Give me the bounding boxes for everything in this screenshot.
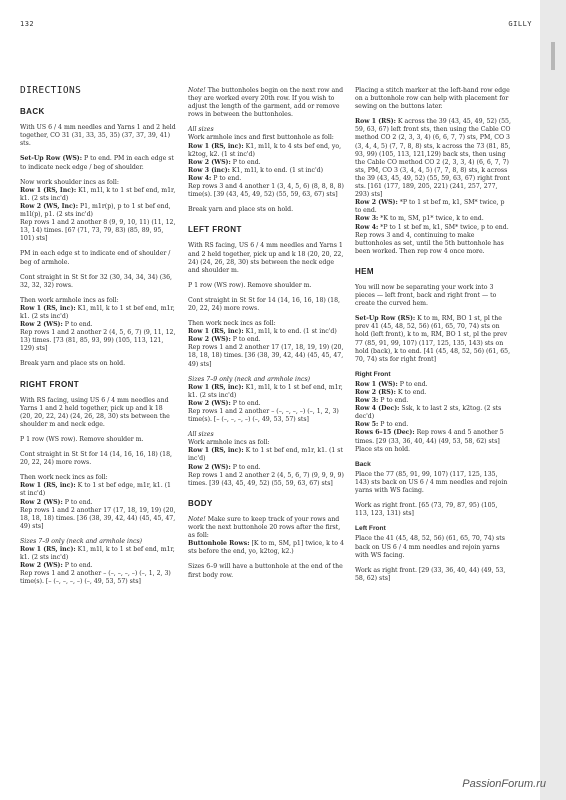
hem-lf-work: Work as right front. [29 (33, 36, 40, 44) (49, 53, 58, 62) sts] <box>355 566 506 582</box>
back-cont-straight: Cont straight in St St for 32 (30, 34, 34, 34) (36, 32, 32, 32) rows. <box>20 273 173 289</box>
lf-p1-row: P 1 row (WS row). Remove shoulder m. <box>188 281 312 289</box>
back-cast-on: With US 6 / 4 mm needles and Yarns 1 and 2 held together, CO 31 (31, 33, 35, 35) (37, 37, 39, 41) sts. <box>20 124 176 148</box>
subheading-left-front: Left Front <box>355 525 386 533</box>
buttonhole-note: Note! The buttonholes begin on the next row and they are worked every 20th row. If you wish to adjust the length of the garment, add or remove rows in between the buttonholes. <box>188 87 344 119</box>
body-rows: Row 1 (RS): K across the 39 (43, 45, 49, 52) (55, 59, 63, 67) left front sts, then using the Cable CO method CO 2 (2, 3, 3, 4) (6, 6, 7, 7) sts, PM, CO 3 (3, 4, 4, 5) (7, 7, 8, 8) sts, k across the 73 (81, 85, 93, 99) (105, 113, 121,129) back sts, then using the Cable CO method CO 2 (2, 3, 3, 4) (6, 6, 7, 7) sts, PM, CO 3 (3, 4, 4, 5) (7, 7, 8, 8) sts, k across the 39 (43, 45, 49, 52) (55, 59, 63, 67) right front sts. [161 (177, 189, 205, 221) (241, 257, 277, 293) sts] Row 2 (WS): *P to 1 st bef m, k1, SM* twice, p to end. Row 3: *K to m, SM, p1* twice, k to end. Row 4: *P to 1 st bef m, k1, SM* twice, p to end. Rep rows 3 and 4, continuing to make buttonholes as set, until the 5th buttonhole has been worked. Then rep row 4 once more. <box>355 118 511 255</box>
page-edge-strip <box>540 0 566 800</box>
hem-right-front-rows: Row 1 (WS): P to end. Row 2 (RS): K to end. Row 3: P to end. Row 4 (Dec): Ssk, k to last 2 sts, k2tog. (2 sts dec'd) Row 5: P to end. Rows 6–15 (Dec): Rep rows 4 and 5 another 5 times. [29 (33, 36, 40, 44) (49, 53, 58, 62) sts] Place sts on hold. <box>355 380 504 453</box>
running-title: GILLY <box>508 20 532 28</box>
rf-cont-straight: Cont straight in St St for 14 (14, 16, 16, 18) (18, 20, 22, 24) more rows. <box>20 451 173 467</box>
back-shoulder-incs: Now work shoulder incs as foll: Row 1 (RS, Inc): K1, m1l, k to 1 st bef end, m1r, k1. (2 sts inc'd) Row 2 (WS, Inc): P1, m1r(p), p to 1 st bef end, m1l(p), p1. (2 sts inc'd) Rep rows 1 and 2 another 8 (9, 9, 10, 11) (11, 12, 13, 14) times. [67 (71, 73, 79, 83) (85, 89, 95, 101) sts] <box>20 178 176 243</box>
subheading-back: Back <box>355 460 371 468</box>
heading-left-front: LEFT FRONT <box>188 225 242 235</box>
hem-intro: You will now be separating your work into 3 pieces — left front, back and right front — to create the curved hem. <box>355 283 497 308</box>
rf-break-yarn: Break yarn and place sts on hold. <box>188 206 294 214</box>
rf-all-sizes: All sizes Work armhole incs and first buttonhole as foll: Row 1 (RS, inc): K1, m1l, k to 4 sts bef end, yo, k2tog, k2. (1 st inc'd) Row 2 (WS): P to end. Row 3 (inc): K1, m1l, k to end. (1 st inc'd) Row 4: P to end. Rep rows 3 and 4 another 1 (3, 4, 5, 6) (8, 8, 8, 8) time(s). [39 (43, 45, 49, 52) (55, 59, 63, 67) sts] <box>188 126 344 199</box>
rf-sizes-7-9: Sizes 7–9 only (neck and armhole incs) Row 1 (RS, inc): K1, m1l, k to 1 st bef end, m1r, k1. (2 sts inc'd) Row 2 (WS): P to end. Rep rows 1 and 2 another – (–, –, –, –) (–, 1, 2, 3) time(s). [– (–, –, –, –) (–, 49, 53, 57) sts] <box>20 537 175 586</box>
back-setup-row: Set-Up Row (WS): P to end. PM in each edge st to indicate neck edge / beg of shoulder. <box>20 155 174 171</box>
section-title-directions: DIRECTIONS <box>20 85 82 96</box>
page-number: 132 <box>20 20 35 28</box>
rf-pick-up: With RS facing, using US 6 / 4 mm needles and Yarns 1 and 2 held together, pick up and k 18 (20, 20, 22, 24) (24, 26, 28, 30) sts between the shoulder m and neck edge. <box>20 396 170 428</box>
subheading-right-front: Right Front <box>355 370 391 378</box>
hem-back-work: Work as right front. [65 (73, 79, 87, 95) (105, 113, 123, 131) sts] <box>355 502 498 518</box>
heading-hem: HEM <box>355 266 374 276</box>
body-note: Note! Make sure to keep track of your rows and work the next buttonhole 20 rows after the first, as foll: Buttonhole Rows: [K to m, SM, p1] twice, k to 4 sts before the end, yo, k2tog, k2.) <box>188 515 344 556</box>
back-pm-armhole: PM in each edge st to indicate end of shoulder / beg of armhole. <box>20 250 171 266</box>
column-3 <box>355 87 511 590</box>
heading-right-front: RIGHT FRONT <box>20 379 80 389</box>
lf-neck-incs: Then work neck incs as foll: Row 1 (RS, inc): K1, m1l, k to end. (1 st inc'd) Row 2 (WS): P to end. Rep rows 1 and 2 another 17 (17, 18, 19, 19) (20, 18, 18, 18) times. [36 (38, 39, 42, 44) (45, 45, 47, 49) sts] <box>188 320 344 368</box>
lf-pick-up: With RS facing, US 6 / 4 mm needles and Yarns 1 and 2 held together, pick up and k 18 (20, 20, 22, 24) (24, 26, 28, 30) sts between the neck edge and shoulder m. <box>188 242 344 274</box>
lf-sizes-7-9: Sizes 7–9 only (neck and armhole incs) Row 1 (RS, inc): K1, m1l, k to 1 st bef end, m1r, k1. (2 sts inc'd) Row 2 (WS): P to end. Rep rows 1 and 2 another – (–, –, –, –) (–, 1, 2, 3) time(s). [– (–, –, –, –) (–, 49, 53, 57) sts] <box>188 375 343 424</box>
body-sizes-note: Sizes 6–9 will have a buttonhole at the end of the first body row. <box>188 563 343 579</box>
rf-neck-incs: Then work neck incs as foll: Row 1 (RS, inc): K to 1 st bef edge, m1r, k1. (1 st inc'd) Row 2 (WS): P to end. Rep rows 1 and 2 another 17 (17, 18, 19, 19) (20, 18, 18, 18) times. [36 (38, 39, 42, 44) (45, 45, 47, 49) sts] <box>20 474 176 530</box>
watermark: PassionForum.ru <box>462 778 546 790</box>
hem-lf-place: Place the 41 (45, 48, 52, 56) (61, 65, 70, 74) sts back on US 6 / 4 mm needles and rejoin yarns with WS facing. <box>355 535 505 559</box>
column-2 <box>188 87 344 587</box>
lf-cont-straight: Cont straight in St St for 14 (14, 16, 16, 18) (18, 20, 22, 24) more rows. <box>188 296 341 312</box>
hem-back-place: Place the 77 (85, 91, 99, 107) (117, 125, 135, 143) sts back on US 6 / 4 mm needles and rejoin yarns with WS facing. <box>355 470 508 495</box>
column-1 <box>20 87 176 594</box>
stitch-marker-tip: Placing a stitch marker at the left-hand row edge on a buttonhole row can help with placement for sewing on the buttons later. <box>355 87 510 111</box>
lf-all-sizes: All sizes Work armhole incs as foll: Row 1 (RS, inc): K to 1 st bef end, m1r, k1. (1 st inc'd) Row 2 (WS): P to end. Rep rows 1 and 2 another 2 (4, 5, 6, 7) (9, 9, 9, 9) times. [39 (43, 45, 49, 52) (55, 59, 63, 67) sts] <box>188 431 344 487</box>
back-break-yarn: Break yarn and place sts on hold. <box>20 360 126 368</box>
hem-setup-row: Set-Up Row (RS): K to m, RM, BO 1 st, pl the prev 41 (45, 48, 52, 56) (61, 65, 70, 74) sts on hold (left front), k to m, RM, BO 1 st, pl the prev 77 (85, 91, 99, 107) (117, 125, 135, 143) sts on hold (back), k to end. [41 (45, 48, 52, 56) (61, 65, 70, 74) sts for right front] <box>355 315 511 363</box>
heading-body: BODY <box>188 498 213 508</box>
edge-marker <box>551 42 555 70</box>
rf-p1-row: P 1 row (WS row). Remove shoulder m. <box>20 436 144 443</box>
heading-back: BACK <box>20 107 45 117</box>
back-armhole-incs: Then work armhole incs as foll: Row 1 (RS, inc): K1, m1l, k to 1 st bef end, m1r, k1. (2 sts inc'd) Row 2 (WS): P to end. Rep rows 1 and 2 another 2 (4, 5, 6, 7) (9, 11, 12, 13) times. [73 (81, 85, 93, 99) (105, 113, 121, 129) sts] <box>20 296 176 353</box>
